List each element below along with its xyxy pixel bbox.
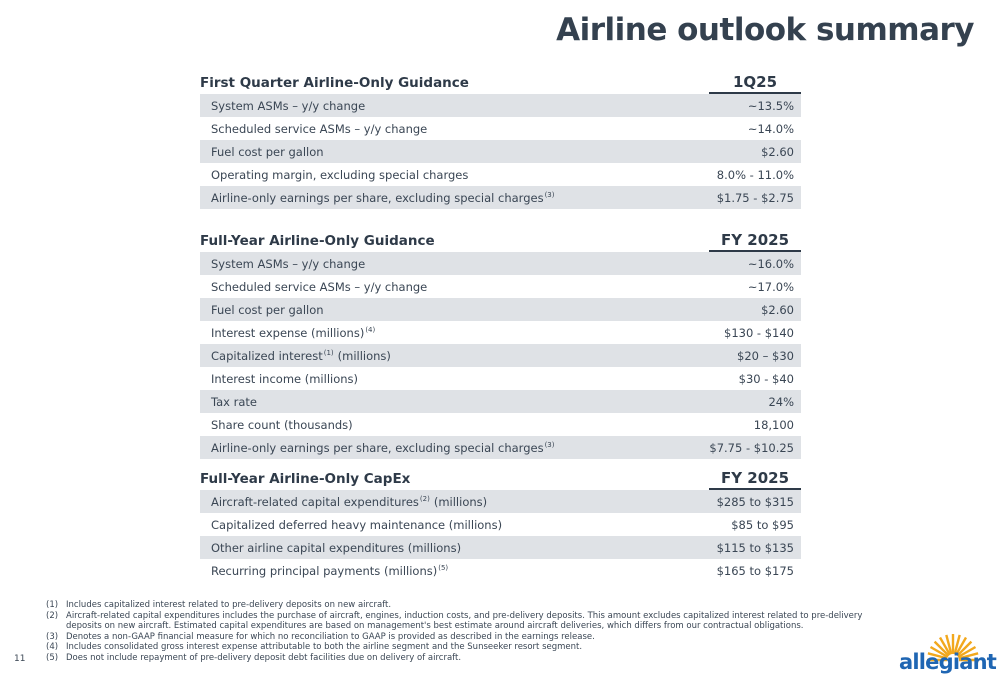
row-label <box>211 372 358 386</box>
table-row <box>200 298 801 321</box>
footnote <box>46 632 896 643</box>
row-value: $2.60 <box>761 145 794 159</box>
footnote-ref: (2) <box>419 495 430 503</box>
footnote-text: Includes capitalized interest related to pre-delivery deposits on new aircraft. <box>66 600 392 610</box>
row-label-text: Interest expense (millions) <box>211 326 365 340</box>
row-value: $1.75 - $2.75 <box>716 191 794 205</box>
row-value: ~13.5% <box>747 99 794 113</box>
table-row <box>200 140 801 163</box>
row-label <box>211 418 353 432</box>
column-header: FY 2025 <box>709 470 801 490</box>
footnote <box>46 653 896 664</box>
row-value: 24% <box>768 395 794 409</box>
row-label-text: System ASMs – y/y change <box>211 99 366 113</box>
row-label-text: Interest income (millions) <box>211 372 359 386</box>
row-value: $130 - $140 <box>724 326 794 340</box>
footnote-text: Does not include repayment of pre-delivery deposit debt facilities due on delivery of aircraft. <box>66 652 462 663</box>
footnotes <box>46 600 896 664</box>
section-header <box>200 228 801 252</box>
row-label-text: Share count (thousands) <box>211 418 353 432</box>
row-value: $2.60 <box>761 303 794 317</box>
row-label-text: Fuel cost per gallon <box>211 303 324 317</box>
footnote-number: (2) <box>46 610 59 621</box>
footnote <box>46 642 896 653</box>
row-label-suffix: (millions) <box>337 349 391 363</box>
row-value: $20 – $30 <box>737 349 794 363</box>
row-label-text: Scheduled service ASMs – y/y change <box>211 280 428 294</box>
row-label <box>211 145 324 159</box>
quarter-guidance-table <box>200 70 801 209</box>
row-value: ~17.0% <box>747 280 794 294</box>
table-row <box>200 94 801 117</box>
footnote-ref: (5) <box>438 564 449 572</box>
row-label <box>211 495 487 509</box>
table-row <box>200 344 801 367</box>
table-row <box>200 513 801 536</box>
row-label-suffix: (millions) <box>433 495 488 509</box>
footnote-text: Includes consolidated gross interest expense attributable to both the airline segment and the Sunseeker resort segment. <box>66 642 583 653</box>
section-title: Full-Year Airline-Only CapEx <box>200 471 411 487</box>
logo-text: allegiant <box>899 650 997 674</box>
allegiant-logo <box>895 630 997 680</box>
table-row <box>200 163 801 186</box>
row-value: ~14.0% <box>747 122 794 136</box>
row-label <box>211 168 468 182</box>
capex-table <box>200 466 801 582</box>
row-label-text: Operating margin, excluding special charges <box>211 168 469 182</box>
row-label <box>211 326 375 340</box>
footnote-ref: (3) <box>544 191 555 199</box>
row-label <box>211 191 554 205</box>
section-header <box>200 466 801 490</box>
row-label-text: Airline-only earnings per share, excluding special charges <box>211 191 544 205</box>
row-label <box>211 349 391 363</box>
row-value: $285 to $315 <box>716 495 794 509</box>
column-header: 1Q25 <box>709 74 801 94</box>
row-value: 8.0% - 11.0% <box>716 168 794 182</box>
row-label-text: Aircraft-related capital expenditures <box>211 495 419 509</box>
table-row <box>200 559 801 582</box>
footnote-number: (3) <box>46 631 59 642</box>
table-row <box>200 117 801 140</box>
row-label-text: Capitalized interest <box>211 349 323 363</box>
row-label <box>211 564 448 578</box>
table-row <box>200 321 801 344</box>
footnote-text: Denotes a non-GAAP financial measure for which no reconciliation to GAAP is provided as described in the earnings release. <box>66 631 595 642</box>
rows <box>200 490 801 582</box>
row-label <box>211 99 365 113</box>
row-value: ~16.0% <box>747 257 794 271</box>
column-header: FY 2025 <box>709 232 801 252</box>
row-label-text: Fuel cost per gallon <box>211 145 324 159</box>
section-title: First Quarter Airline-Only Guidance <box>200 75 469 91</box>
section-header <box>200 70 801 94</box>
page-title: Airline outlook summary <box>556 12 974 48</box>
table-row <box>200 275 801 298</box>
row-label-text: Tax rate <box>211 395 257 409</box>
table-row <box>200 413 801 436</box>
footnote-number: (4) <box>46 642 59 653</box>
footnote-number: (1) <box>46 600 59 610</box>
row-label-text: Capitalized deferred heavy maintenance (millions) <box>211 518 503 532</box>
row-label <box>211 122 427 136</box>
table-row <box>200 390 801 413</box>
footnote-ref: (4) <box>365 326 376 334</box>
rows <box>200 94 801 209</box>
footnote <box>46 600 896 611</box>
row-label <box>211 280 427 294</box>
row-label-text: Airline-only earnings per share, excluding special charges <box>211 441 544 455</box>
row-label <box>211 441 554 455</box>
row-label-text: System ASMs – y/y change <box>211 257 366 271</box>
full-year-guidance-table <box>200 228 801 459</box>
row-label <box>211 395 257 409</box>
table-row <box>200 367 801 390</box>
row-label-text: Scheduled service ASMs – y/y change <box>211 122 428 136</box>
row-value: $30 - $40 <box>738 372 794 386</box>
row-label <box>211 518 502 532</box>
footnote-ref: (3) <box>544 441 555 449</box>
table-row <box>200 490 801 513</box>
row-value: $115 to $135 <box>716 541 794 555</box>
row-value: 18,100 <box>753 418 794 432</box>
row-label <box>211 257 365 271</box>
row-value: $85 to $95 <box>731 518 794 532</box>
footnote-text: Aircraft-related capital expenditures includes the purchase of aircraft, engines, induction costs, and pre-delivery deposits. This amount excludes capitalized interest related to pre-delivery deposits on new aircraft. Estimated capital expenditures are based on management's best estimate around aircraft deliveries, which differs from our contractual obligations. <box>66 610 863 632</box>
rows <box>200 252 801 459</box>
row-label <box>211 303 324 317</box>
row-label <box>211 541 461 555</box>
row-label-text: Recurring principal payments (millions) <box>211 564 438 578</box>
table-row <box>200 186 801 209</box>
footnote <box>46 611 896 632</box>
table-row <box>200 252 801 275</box>
footnote-ref: (1) <box>323 349 334 357</box>
footnote-number: (5) <box>46 652 59 663</box>
section-title: Full-Year Airline-Only Guidance <box>200 233 435 249</box>
row-value: $165 to $175 <box>716 564 794 578</box>
row-value: $7.75 - $10.25 <box>709 441 794 455</box>
table-row <box>200 436 801 459</box>
page-number: 11 <box>14 654 26 664</box>
row-label-text: Other airline capital expenditures (millions) <box>211 541 462 555</box>
table-row <box>200 536 801 559</box>
